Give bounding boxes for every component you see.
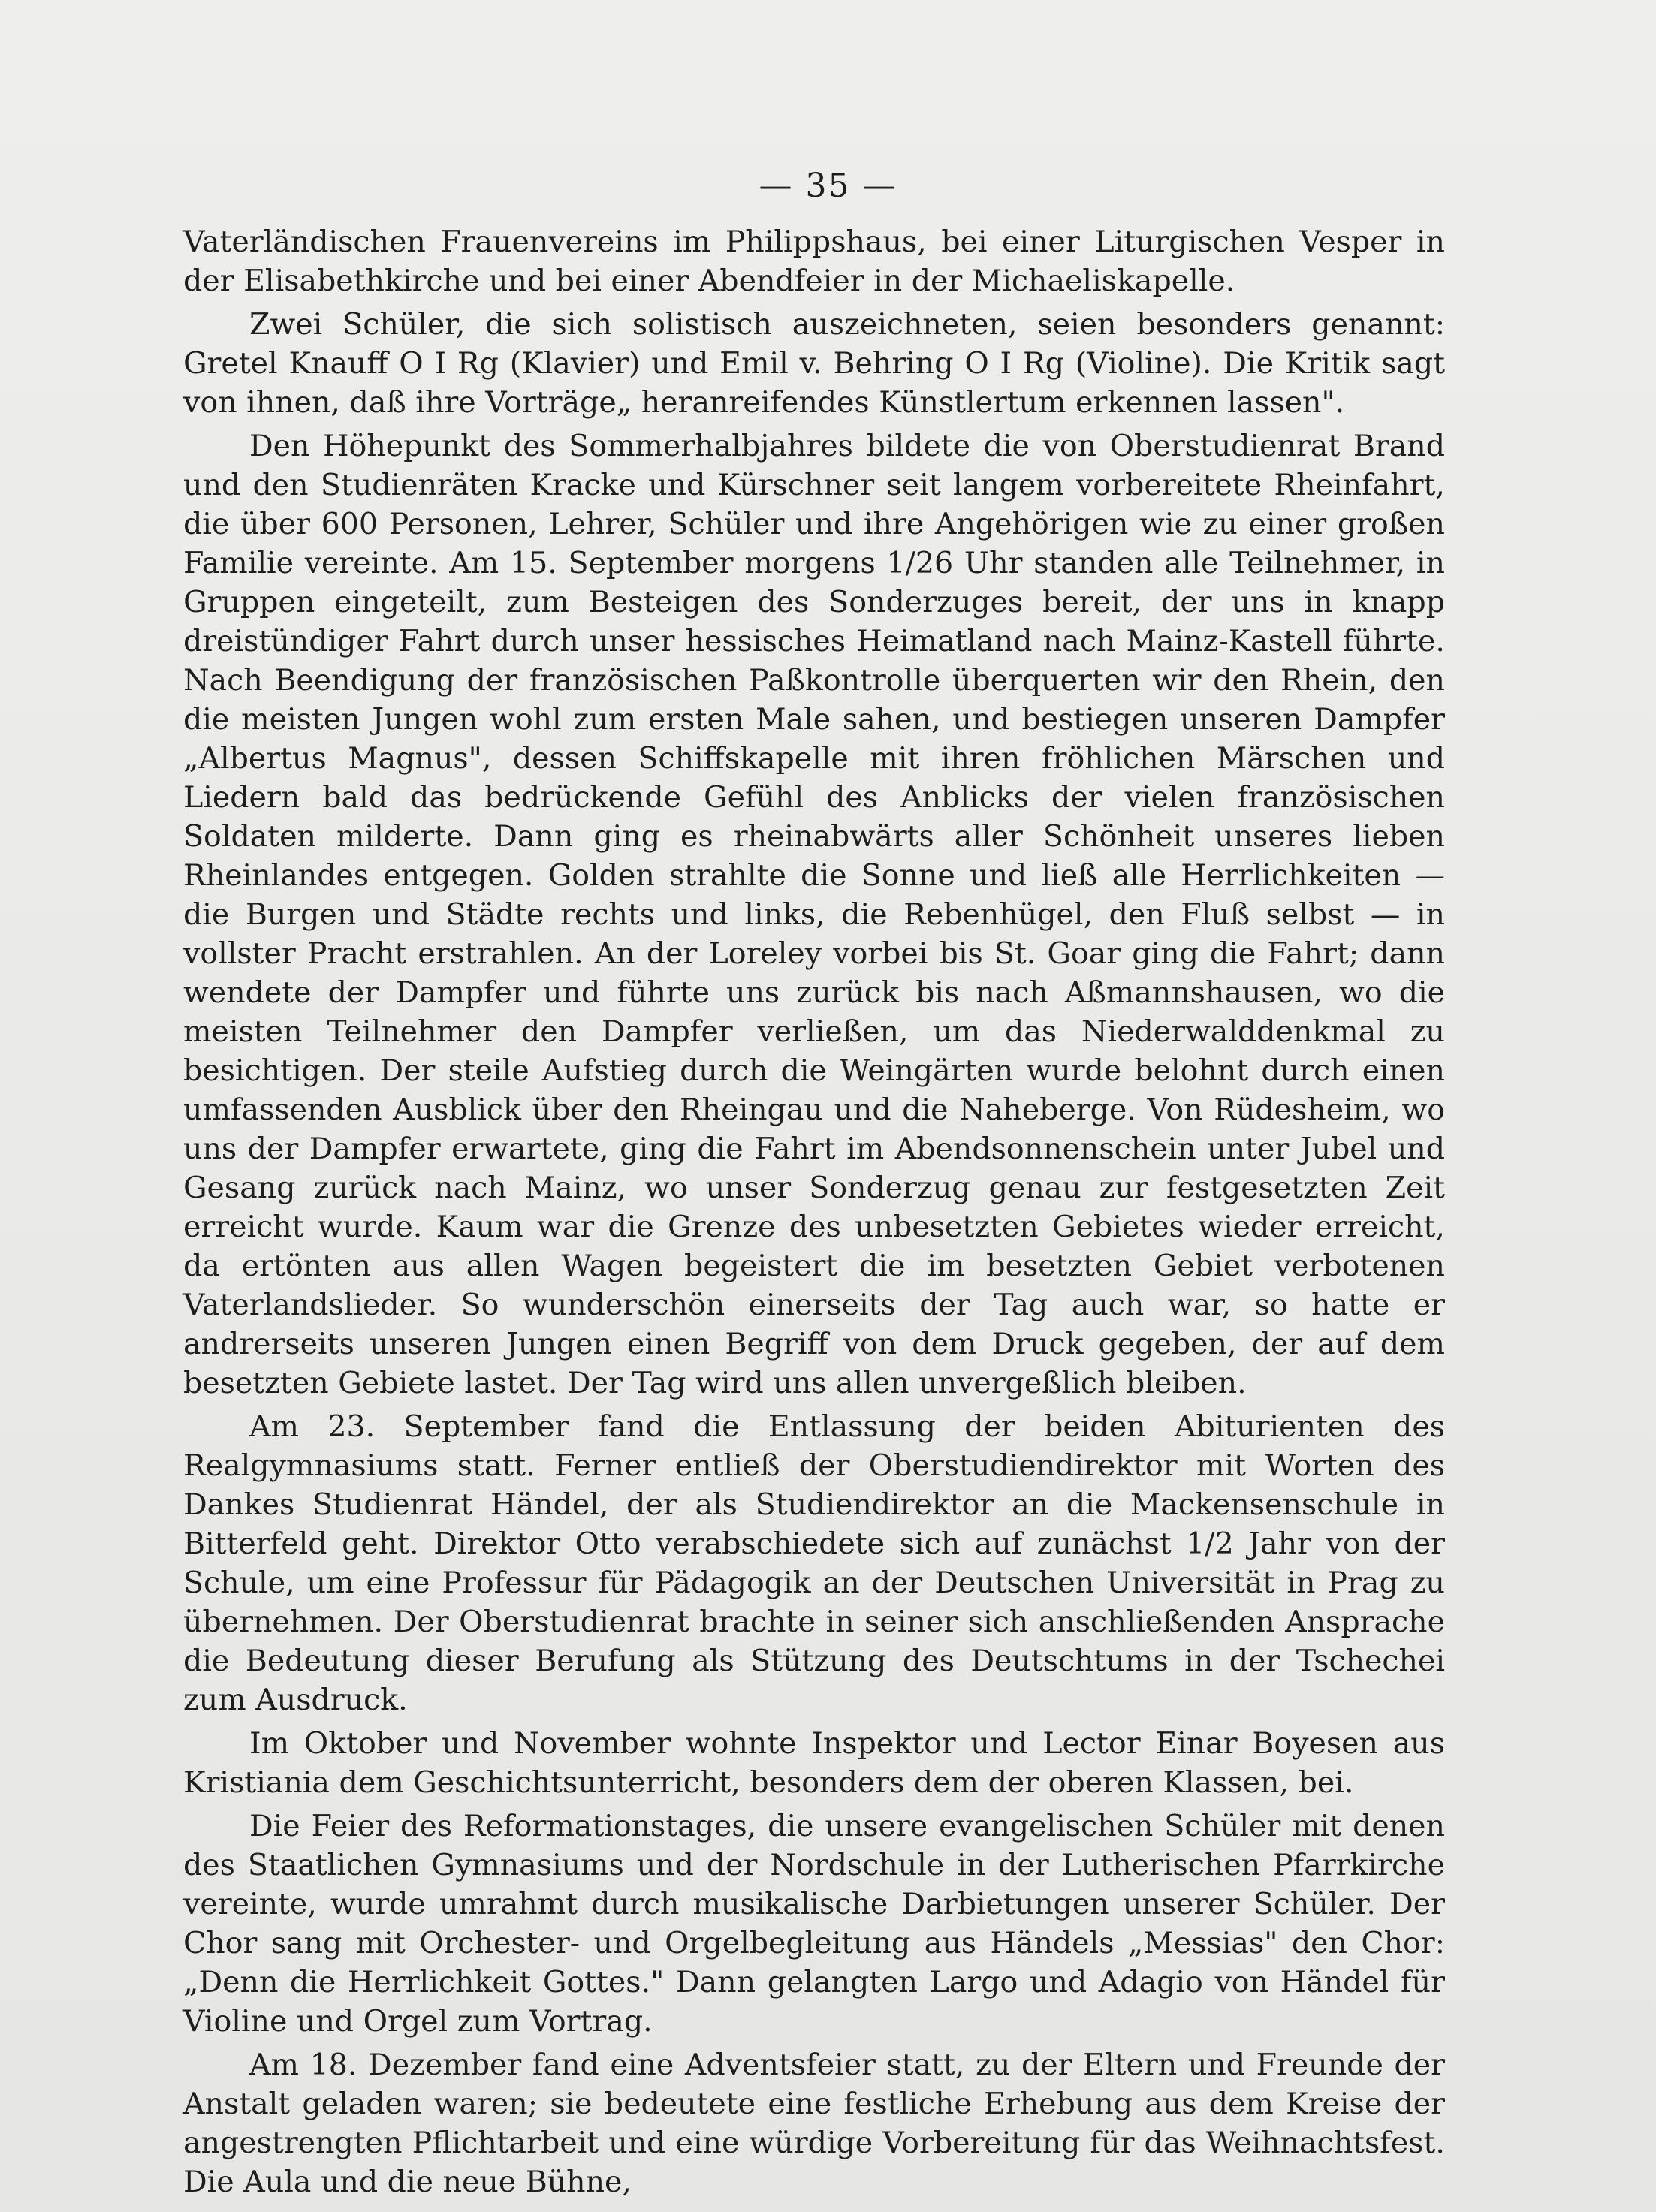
paragraph: Den Höhepunkt des Sommerhalbjahres bildete die von Oberstudienrat Brand und den Studienräten Kracke und Kürschner seit langem vorbereitete Rheinfahrt, die über 600 Personen, Lehrer, Schüler und ihre Angehörigen wie zu einer großen Familie vereinte. Am 15. September morgens 1/26 Uhr standen alle Teilnehmer, in Gruppen eingeteilt, zum Besteigen des Sonderzuges bereit, der uns in knapp dreistündiger Fahrt durch unser hessisches Heimatland nach Mainz-Kastell führte. Nach Beendigung der französischen Paßkontrolle überquerten wir den Rhein, den die meisten Jungen wohl zum ersten Male sahen, und bestiegen unseren Dampfer „Albertus Magnus", dessen Schiffskapelle mit ihren fröhlichen Märschen und Liedern bald das bedrückende Gefühl des Anblicks der vielen französischen Soldaten milderte. Dann ging es rheinabwärts aller Schönheit unseres lieben Rheinlandes entgegen. Golden strahlte die Sonne und ließ alle Herrlichkeiten — die Burgen und Städte rechts und links, die Rebenhügel, den Fluß selbst — in vollster Pracht erstrahlen. An der Loreley vorbei bis St. Goar ging die Fahrt; dann wendete der Dampfer und führte uns zurück bis nach Aßmannshausen, wo die meisten Teilnehmer den Dampfer verließen, um das Niederwalddenkmal zu besichtigen. Der steile Aufstieg durch die Weingärten wurde belohnt durch einen umfassenden Ausblick über den Rheingau und die Naheberge. Von Rüdesheim, wo uns der Dampfer erwartete, ging die Fahrt im Abendsonnenschein unter Jubel und Gesang zurück nach Mainz, wo unser Sonderzug genau zur festgesetzten Zeit erreicht wurde. Kaum war die Grenze des unbesetzten Gebietes wieder erreicht, da ertönten aus allen Wagen begeistert die im besetzten Gebiet verbotenen Vaterlandslieder. So wunderschön einerseits der Tag auch war, so hatte er andrerseits unseren Jungen einen Begriff von dem Druck gegeben, der auf dem besetzten Gebiete lastet. Der Tag wird uns allen unvergeßlich bleiben. xyxy=(183,429,1445,1400)
paragraph: Am 18. Dezember fand eine Adventsfeier statt, zu der Eltern und Freunde der Anstalt geladen waren; sie bedeutete eine festliche Erhebung aus dem Kreise der angestrengten Pflichtarbeit und eine würdige Vorbereitung für das Weihnachtsfest. Die Aula und die neue Bühne, xyxy=(183,2048,1445,2199)
page-number: — 35 — xyxy=(759,167,897,205)
paragraph: Zwei Schüler, die sich solistisch auszeichneten, seien besonders genannt: Gretel Knauff O I Rg (Klavier) und Emil v. Behring O I Rg (Violine). Die Kritik sagt von ihnen, daß ihre Vorträge„ heranreifendes Künstlertum erkennen lassen". xyxy=(183,307,1445,420)
paragraph: Vaterländischen Frauenvereins im Philippshaus, bei einer Liturgischen Vesper in der Elisabethkirche und bei einer Abendfeier in der Michaeliskapelle. xyxy=(183,225,1445,298)
page-body xyxy=(183,222,1445,2206)
paragraph: Am 23. September fand die Entlassung der beiden Abiturienten des Realgymnasiums statt. Ferner entließ der Oberstudiendirektor mit Worten des Dankes Studienrat Händel, der als Studiendirektor an die Mackensenschule in Bitterfeld geht. Direktor Otto verabschiedete sich auf zunächst 1/2 Jahr von der Schule, um eine Professur für Pädagogik an der Deutschen Universität in Prag zu übernehmen. Der Oberstudienrat brachte in seiner sich anschließenden Ansprache die Bedeutung dieser Berufung als Stützung des Deutschtums in der Tschechei zum Ausdruck. xyxy=(183,1409,1445,1717)
paragraph: Die Feier des Reformationstages, die unsere evangelischen Schüler mit denen des Staatlichen Gymnasiums und der Nordschule in der Lutherischen Pfarrkirche vereinte, wurde umrahmt durch musikalische Darbietungen unserer Schüler. Der Chor sang mit Orchester- und Orgelbegleitung aus Händels „Messias" den Chor: „Denn die Herrlichkeit Gottes." Dann gelangten Largo und Adagio von Händel für Violine und Orgel zum Vortrag. xyxy=(183,1809,1445,2039)
paragraph: Im Oktober und November wohnte Inspektor und Lector Einar Boyesen aus Kristiania dem Geschichtsunterricht, besonders dem der oberen Klassen, bei. xyxy=(183,1726,1445,1800)
